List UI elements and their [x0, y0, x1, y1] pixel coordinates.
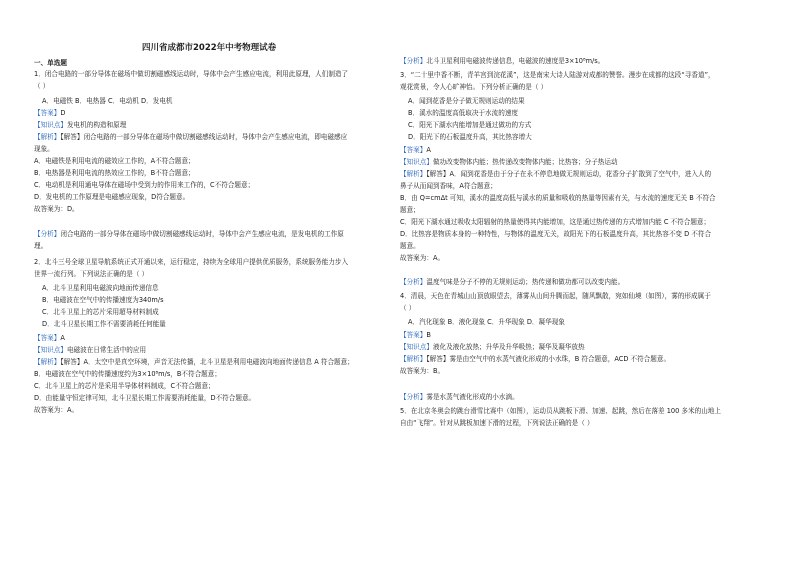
q2-summary [400, 57, 604, 65]
q1-stem-cont: （ ） [34, 82, 50, 90]
q1-analysis-d: D．发电机的工作原理是电磁感应现象，D符合题意。 [34, 193, 190, 201]
knowledge-value: 发电机的构造和原理 [66, 121, 127, 129]
explanation-tag: 【解析】 [400, 355, 427, 363]
q2-option-b: B．电磁波在空气中的传播速度为340m/s [42, 296, 164, 304]
q2-option-a: A．北斗卫星利用电磁波向地面传递信息 [42, 284, 159, 292]
q2-analysis-b: B．电磁波在空气中的传播速度约为3×10⁸m/s，B不符合题意； [34, 370, 221, 378]
answer-tag: 【答案】 [34, 109, 61, 117]
explanation-text: 【解答】闭合电路的一部分导体在磁场中做切割磁感线运动时，导体中会产生感应电流，即电磁感应 [60, 133, 348, 141]
q3-stem-cont: 观花赏景，令人心旷神怡。下列分析正确的是（ ） [400, 83, 548, 91]
q3-answer [400, 146, 431, 154]
summary-tag: 【分析】 [34, 230, 61, 238]
q3-explanation-cont: 鼻子从而闻到香味，A符合题意； [400, 182, 497, 190]
q2-option-c: C．北斗卫星上的芯片采用超导材料制成 [42, 308, 159, 316]
q2-knowledge [34, 346, 146, 354]
q3-analysis-d: D．比热容是物质本身的一种特性，与物体的温度无关，故阳光下的石板温度升高，其比热容不变 D 不符合 [400, 230, 712, 238]
knowledge-tag: 【知识点】 [400, 343, 433, 351]
section-heading: 一、单选题 [34, 59, 67, 67]
q4-stem: 4．清晨，天色在青城山山顶放眼望去，薄雾从山间升腾而起，随风飘散，宛如仙境（如图），雾的形成属于 [400, 292, 711, 300]
q2-stem: 2．北斗三号全球卫星导航系统正式开通以来，运行稳定，持续为全球用户提供优质服务，系统服务能力步入 [34, 258, 349, 266]
knowledge-tag: 【知识点】 [34, 346, 67, 354]
q1-analysis-c: C．电动机是利用通电导体在磁场中受到力的作用来工作的，C不符合题意； [34, 181, 255, 189]
q3-stem: 3．“二十里中香不断，青羊宫到浣花溪”，这是南宋大诗人陆游对成都的赞誉。漫步在成都的这段“寻香道”， [400, 71, 715, 79]
q3-analysis-d-cont: 题意。 [400, 242, 420, 250]
summary-tag: 【分析】 [400, 393, 427, 401]
q1-analysis-b: B．电热器是利用电流的热效应工作的，B不符合题意； [34, 169, 195, 177]
paper-title: 四川省成都市2022年中考物理试卷 [142, 43, 277, 53]
q3-knowledge [400, 158, 618, 166]
q3-summary [400, 278, 624, 286]
explanation-tag: 【解析】 [400, 170, 427, 178]
summary-text: 闭合电路的一部分导体在磁场中做切割磁感线运动时，导体中会产生感应电流，是发电机的工作原 [60, 230, 344, 238]
explanation-tag: 【解析】 [34, 358, 61, 366]
q3-option-c: C．阳光下湖水内能增加是通过做功的方式 [408, 121, 532, 129]
q3-option-a: A．闻到花香是分子做无规则运动的结果 [408, 97, 525, 105]
knowledge-value: 液化及液化放热；升华及升华吸热；凝华及凝华放热 [432, 343, 585, 351]
q1-final: 故答案为：D。 [34, 205, 79, 213]
knowledge-tag: 【知识点】 [400, 158, 433, 166]
answer-tag: 【答案】 [400, 331, 427, 339]
explanation-text: 【解答】A．太空中是真空环境，声音无法传播，北斗卫星是利用电磁波向地面传递信息 A 符合题意； [60, 358, 354, 366]
q1-explanation-cont: 现象。 [34, 145, 54, 153]
q1-knowledge [34, 121, 126, 129]
q3-analysis-b: B．由 Q=cmΔt 可知，溪水的温度高低与溪水的质量和吸收的热量等因素有关，与水流的速度无关 B 不符合 [400, 194, 716, 202]
q1-options: A．电磁铁 B．电热器 C．电动机 D．发电机 [42, 97, 173, 105]
q3-analysis-b-cont: 题意； [400, 206, 420, 214]
knowledge-value: 做功改变物体内能；热传递改变物体内能；比热容；分子热运动 [432, 158, 618, 166]
answer-tag: 【答案】 [34, 334, 61, 342]
knowledge-value: 电磁波在日常生活中的应用 [66, 346, 147, 354]
q2-explanation [34, 358, 354, 366]
answer-value: A [426, 146, 431, 154]
q1-summary [34, 230, 344, 238]
q4-options: A．汽化现象 B．液化现象 C．升华现象 D．凝华现象 [408, 318, 565, 326]
q1-summary-cont: 理。 [34, 242, 48, 250]
q3-option-d: D．阳光下的石板温度升高，其比热容增大 [408, 133, 532, 141]
summary-tag: 【分析】 [400, 57, 427, 65]
q1-answer [34, 109, 65, 117]
q2-final: 故答案为：A。 [34, 406, 79, 414]
knowledge-tag: 【知识点】 [34, 121, 67, 129]
q4-knowledge [400, 343, 585, 351]
answer-tag: 【答案】 [400, 146, 427, 154]
summary-text: 北斗卫星利用电磁波传递信息，电磁波的速度是3×10⁸m/s。 [426, 57, 605, 65]
q2-analysis-c: C．北斗卫星上的芯片是采用半导体材料制成，C不符合题意； [34, 382, 215, 390]
q5-stem-cont: 自由“飞翔”。针对从跳板加速下滑的过程，下列说法正确的是（ ） [400, 419, 594, 427]
q1-stem: 1．闭合电路的一部分导体在磁场中做切割磁感线运动时，导体中会产生感应电流，利用此原理，人们制造了 [34, 70, 349, 78]
q3-final: 故答案为：A。 [400, 254, 445, 262]
q4-answer [400, 331, 431, 339]
summary-text: 温度气味是分子不停的无规则运动；热传递和做功都可以改变内能。 [426, 278, 625, 286]
summary-text: 雾是水蒸气液化形成的小水滴。 [426, 393, 519, 401]
summary-tag: 【分析】 [400, 278, 427, 286]
q4-explanation [400, 355, 670, 363]
q2-stem-cont: 世界一流行列。下列说法正确的是（ ） [34, 270, 149, 278]
explanation-tag: 【解析】 [34, 133, 61, 141]
explanation-text: 【解答】雾是由空气中的水蒸气液化形成的小水珠，B 符合题意，ACD 不符合题意。 [426, 355, 671, 363]
answer-value: B [426, 331, 431, 339]
q4-final: 故答案为：B。 [400, 367, 445, 375]
q2-answer [34, 334, 65, 342]
q2-option-d: D．北斗卫星长期工作不需要消耗任何能量 [42, 320, 166, 328]
answer-value: D [60, 109, 66, 117]
q3-option-b: B．溪水的温度高低取决于水流的速度 [408, 109, 519, 117]
explanation-text: 【解答】A．闻到花香是由于分子在永不停息地做无规则运动，花香分子扩散到了空气中，进入人的 [426, 170, 712, 178]
q4-summary [400, 393, 519, 401]
answer-value: A [60, 334, 65, 342]
q1-explanation [34, 133, 347, 141]
q5-stem: 5．在北京冬奥会的跳台滑雪比赛中（如图），运动员从跳板下滑、加速、起跳，然后在落差 100 多米的山地上 [400, 407, 721, 415]
q3-analysis-c: C．阳光下湖水通过吸收太阳辐射的热量使得其内能增加，这是通过热传递的方式增加内能 C 不符合题意； [400, 218, 711, 226]
q4-stem-cont: （ ） [400, 304, 416, 312]
q1-analysis-a: A．电磁铁是利用电流的磁效应工作的，A不符合题意； [34, 157, 195, 165]
q2-analysis-d: D．由能量守恒定律可知，北斗卫星长期工作需要消耗能量，D不符合题意。 [34, 394, 256, 402]
q3-explanation [400, 170, 711, 178]
